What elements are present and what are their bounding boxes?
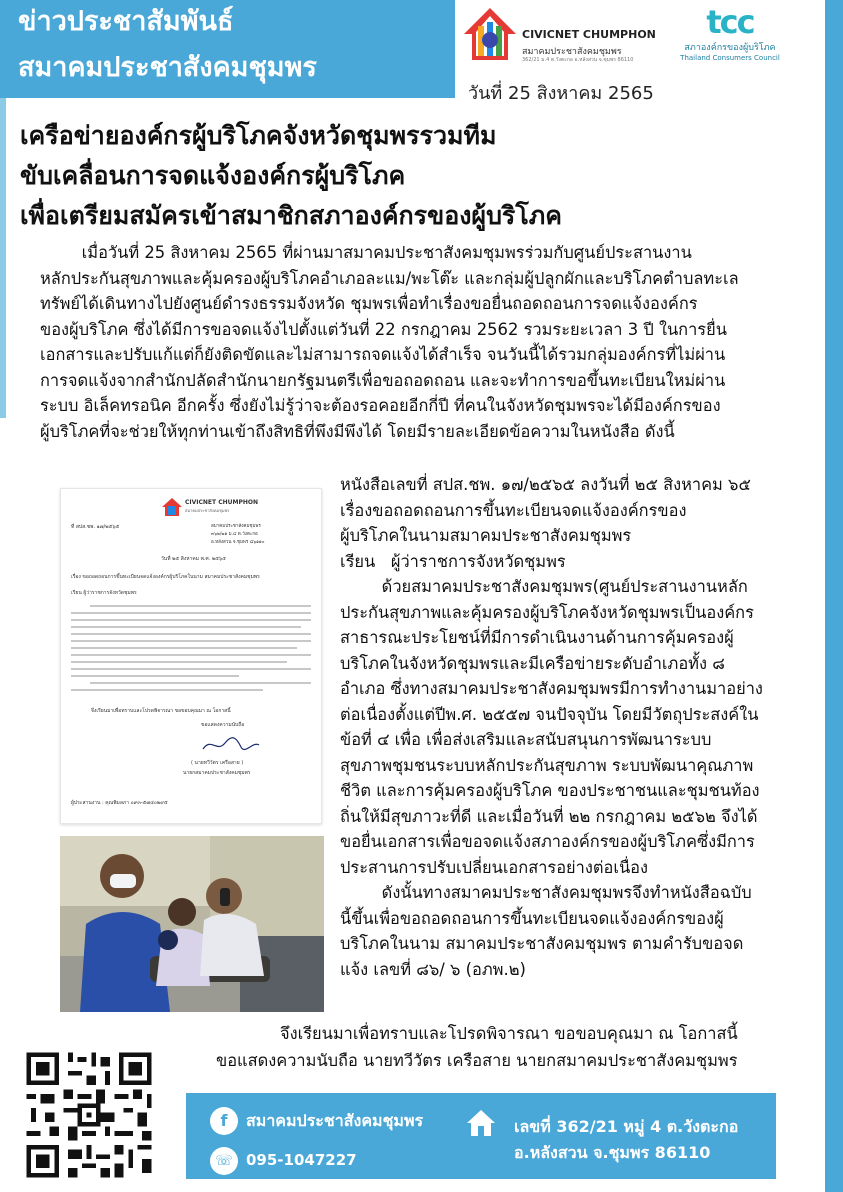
body-line: เรื่องขอถอดถอนการขึ้นทะเบียนจดแจ้งองค์กรของ xyxy=(340,500,687,520)
intro-line: ทรัพย์ได้เดินทางไปยังศูนย์ดำรงธรรมจังหวัด ชุมพรเพื่อทำเรื่องขอยื่นถอดถอนการจดแจ้งองค์กร xyxy=(40,294,698,313)
civicnet-address: 362/21 ม.4 ต.วังตะกอ อ.หลังสวน จ.ชุมพร 86110 xyxy=(522,57,634,63)
civicnet-logo xyxy=(460,4,660,68)
letter-address-line: ๓๖๒/๒๑ ม.๔ ต.วังตะกอ xyxy=(211,532,258,537)
letter-closing: จึงเรียนมาเพื่อทราบและโปรดพิจารณา ขอขอบคุณมา ณ โอกาสนี้ xyxy=(91,708,231,714)
tcc-logo xyxy=(665,4,795,68)
letter-summary xyxy=(340,472,810,982)
intro-line: ผู้บริโภคที่จะช่วยให้ทุกท่านเข้าถึงสิทธิที่พึงมีพึงได้ โดยมีรายละเอียดข้อความในหนังสือ ดังนี้ xyxy=(40,421,675,441)
intro-line: ของผู้บริโภค ซึ่งได้มีการขอจดแจ้งไปตั้งแต่วันที่ 22 กรกฎาคม 2562 รวมระยะเวลา 3 ปี ในการยื่น xyxy=(40,319,727,339)
headline-line: เครือข่ายองค์กรผู้บริโภคจังหวัดชุมพรรวมทีม xyxy=(20,121,497,150)
body-line: สาธารณะประโยชน์ที่มีการดำเนินงานด้านการคุ้มครองผู้ xyxy=(340,628,734,647)
facebook-icon[interactable]: f xyxy=(210,1107,238,1135)
letter-date: วันที่ ๒๕ สิงหาคม พ.ศ. ๒๕๖๕ xyxy=(161,556,226,562)
body-line: ประกันสุขภาพและคุ้มครองผู้บริโภคจังหวัดชุมพรเป็นองค์กร xyxy=(340,602,754,622)
body-line: ขอยื่นเอกสารเพื่อขอจดแจ้งสภาองค์กรของผู้บริโภคซึ่งมีการ xyxy=(340,832,755,851)
body-line: บริโภคในนาม สมาคมประชาสังคมชุมพร ตามคำรับขอจด xyxy=(340,934,744,953)
closing-line: จึงเรียนมาเพื่อทราบและโปรดพิจารณา ขอขอบคุณมา ณ โอกาสนี้ xyxy=(280,1024,738,1043)
news-date: วันที่ 25 สิงหาคม 2565 xyxy=(468,83,654,104)
letter-address xyxy=(211,523,265,547)
letter-org-name: CIVICNET CHUMPHON xyxy=(185,499,259,506)
phone-icon[interactable]: ☏ xyxy=(210,1147,238,1175)
body-line: ด้วยสมาคมประชาสังคมชุมพร(ศูนย์ประสานงานหลัก xyxy=(340,577,748,596)
civicnet-name: CIVICNET CHUMPHON xyxy=(522,28,656,41)
left-accent-stripe xyxy=(0,98,6,418)
body-line: แจ้ง เลขที่ ๘๖/ ๖ (อภพ.๒) xyxy=(340,959,526,979)
event-photo-illustration xyxy=(60,836,324,1012)
body-line: ชีวิต และการคุ้มครองผู้บริโภค ของประชาชนและชุมชนท้อง xyxy=(340,781,760,800)
event-photo xyxy=(60,836,324,1012)
qr-code-icon[interactable] xyxy=(20,1046,158,1184)
address-line-1: เลขที่ 362/21 หมู่ 4 ต.วังตะกอ xyxy=(514,1117,739,1136)
body-line: ดังนั้นทางสมาคมประชาสังคมชุมพรจึงทำหนังสือฉบับ xyxy=(340,883,752,902)
body-line: ต่อเนื่องตั้งแต่ปีพ.ศ. ๒๕๕๗ จนปัจจุบัน โดยมีวัตถุประสงค์ใน xyxy=(340,704,759,724)
intro-line: ระบบ อิเล็คทรอนิค อีกครั้ง ซึ่งยังไม่รู้ว่าจะต้องรอคอยอีกกี่ปี ที่คนในจังหวัดชุมพรจะได้มีองค์กรของ xyxy=(40,396,721,415)
right-accent-stripe xyxy=(825,0,843,1192)
letter-recipient: เรียน ผู้ว่าราชการจังหวัดชุมพร xyxy=(71,590,137,596)
body-line: บริโภคในจังหวัดชุมพรและมีเครือข่ายระดับอำเภอทั้ง ๘ xyxy=(340,653,725,673)
letter-number: ที่ สปส.ชพ. ๑๗/๒๕๖๕ xyxy=(71,524,120,530)
headline-line: ขับเคลื่อนการจดแจ้งองค์กรผู้บริโภค xyxy=(20,161,406,190)
header-band xyxy=(0,0,455,98)
intro-line: เมื่อวันที่ 25 สิงหาคม 2565 ที่ผ่านมาสมาคมประชาสังคมชุมพรร่วมกับศูนย์ประสานงาน xyxy=(40,243,692,262)
footer-band xyxy=(186,1093,776,1179)
address-line-2: อ.หลังสวน จ.ชุมพร 86110 xyxy=(514,1143,711,1162)
letter-address-line: สมาคมประชาสังคมชุมพร xyxy=(211,524,261,529)
letter-logo-icon xyxy=(161,497,183,517)
intro-line: หลักประกันสุขภาพและคุ้มครองผู้บริโภคอำเภอละแม/พะโต๊ะ และกลุ่มผู้ปลูกผักและบริโภคตำบลทะเล xyxy=(40,268,739,288)
home-icon xyxy=(466,1109,496,1137)
letter-signer-name: ( นายทวีวัตร เครือสาย ) xyxy=(191,760,244,766)
intro-line: เอกสารและปรับแก้แต่ก็ยังติดขัดและไม่สามารถจดแจ้งได้สำเร็จ จนวันนี้ได้รวมกลุ่มองค์กรที่ไม่ผ่าน xyxy=(40,345,726,364)
body-line: ประสานการปรับเปลี่ยนเอกสารอย่างต่อเนื่อง xyxy=(340,857,649,877)
header-title-line1: ข่าวประชาสัมพันธ์ xyxy=(18,6,234,37)
letter-org-sub: สมาคมประชาสังคมชุมพร xyxy=(185,508,230,513)
letter-respect: ขอแสดงความนับถือ xyxy=(201,722,245,728)
official-letter-image xyxy=(60,488,322,824)
civicnet-house-icon xyxy=(462,6,518,62)
body-line: ข้อที่ ๔ เพื่อ เพื่อส่งเสริมและสนับสนุนการพัฒนาระบบ xyxy=(340,730,712,749)
tcc-english-name: Thailand Consumers Council xyxy=(680,54,780,62)
closing-line: ขอแสดงความนับถือ นายทวีวัตร เครือสาย นายกสมาคมประชาสังคมชุมพร xyxy=(216,1051,738,1070)
letter-address-line: อ.หลังสวน จ.ชุมพร ๘๖๑๑๐ xyxy=(211,540,265,545)
body-line: นี้ขึ้นเพื่อขอถอดถอนการขึ้นทะเบียนจดแจ้งองค์กรของผู้ xyxy=(340,908,724,928)
headline-line: เพื่อเตรียมสมัครเข้าสมาชิกสภาองค์กรของผู้บริโภค xyxy=(20,201,562,230)
letter-subject: เรื่อง ขอถอดถอนการขึ้นทะเบียนจดแจ้งองค์กรผู้บริโภคในนาม สมาคมประชาสังคมชุมพร xyxy=(71,574,260,580)
letter-signature xyxy=(201,735,261,755)
letter-signer-position: นายกสมาคมประชาสังคมชุมพร xyxy=(183,770,251,776)
letter-contact: ผู้ประสานงาน : คุณพิมลภา ๐๙๓-๕๗๔๐๒๙๕ xyxy=(71,800,168,806)
phone-number[interactable]: 095-1047227 xyxy=(246,1151,357,1169)
letter-body-lines xyxy=(71,605,311,696)
civicnet-subtitle: สมาคมประชาสังคมชุมพร xyxy=(522,47,622,57)
header-title-line2: สมาคมประชาสังคมชุมพร xyxy=(18,52,317,83)
body-line: อำเภอ ซึ่งทางสมาคมประชาสังคมชุมพรมีการทำงานมาอย่าง xyxy=(340,679,763,698)
tcc-thai-name: สภาองค์กรของผู้บริโภค xyxy=(684,43,776,53)
body-line: ถิ่นให้มีสุขภาวะที่ดี และเมื่อวันที่ ๒๒ กรกฎาคม ๒๕๖๒ จึงได้ xyxy=(340,806,758,826)
body-line: เรียน ผู้ว่าราชการจังหวัดชุมพร xyxy=(340,551,566,571)
body-line: สุขภาพชุมชนระบบหลักประกันสุขภาพ ระบบพัฒนาคุณภาพ xyxy=(340,755,754,775)
intro-line: การจดแจ้งจากสำนักปลัดสำนักนายกรัฐมนตรีเพื่อขอถอดถอน และจะทำการขอขึ้นทะเบียนใหม่ผ่าน xyxy=(40,370,726,390)
body-line: หนังสือเลขที่ สปส.ชพ. ๑๗/๒๕๖๕ ลงวันที่ ๒๕ สิงหาคม ๖๕ xyxy=(340,475,751,494)
headline xyxy=(20,116,800,236)
intro-paragraph xyxy=(40,240,800,444)
facebook-page-link[interactable]: สมาคมประชาสังคมชุมพร xyxy=(246,1111,424,1130)
closing-paragraph xyxy=(180,1020,800,1074)
tcc-mark: tcc xyxy=(706,3,754,41)
body-line: ผู้บริโภคในนามสมาคมประชาสังคมชุมพร xyxy=(340,526,632,545)
